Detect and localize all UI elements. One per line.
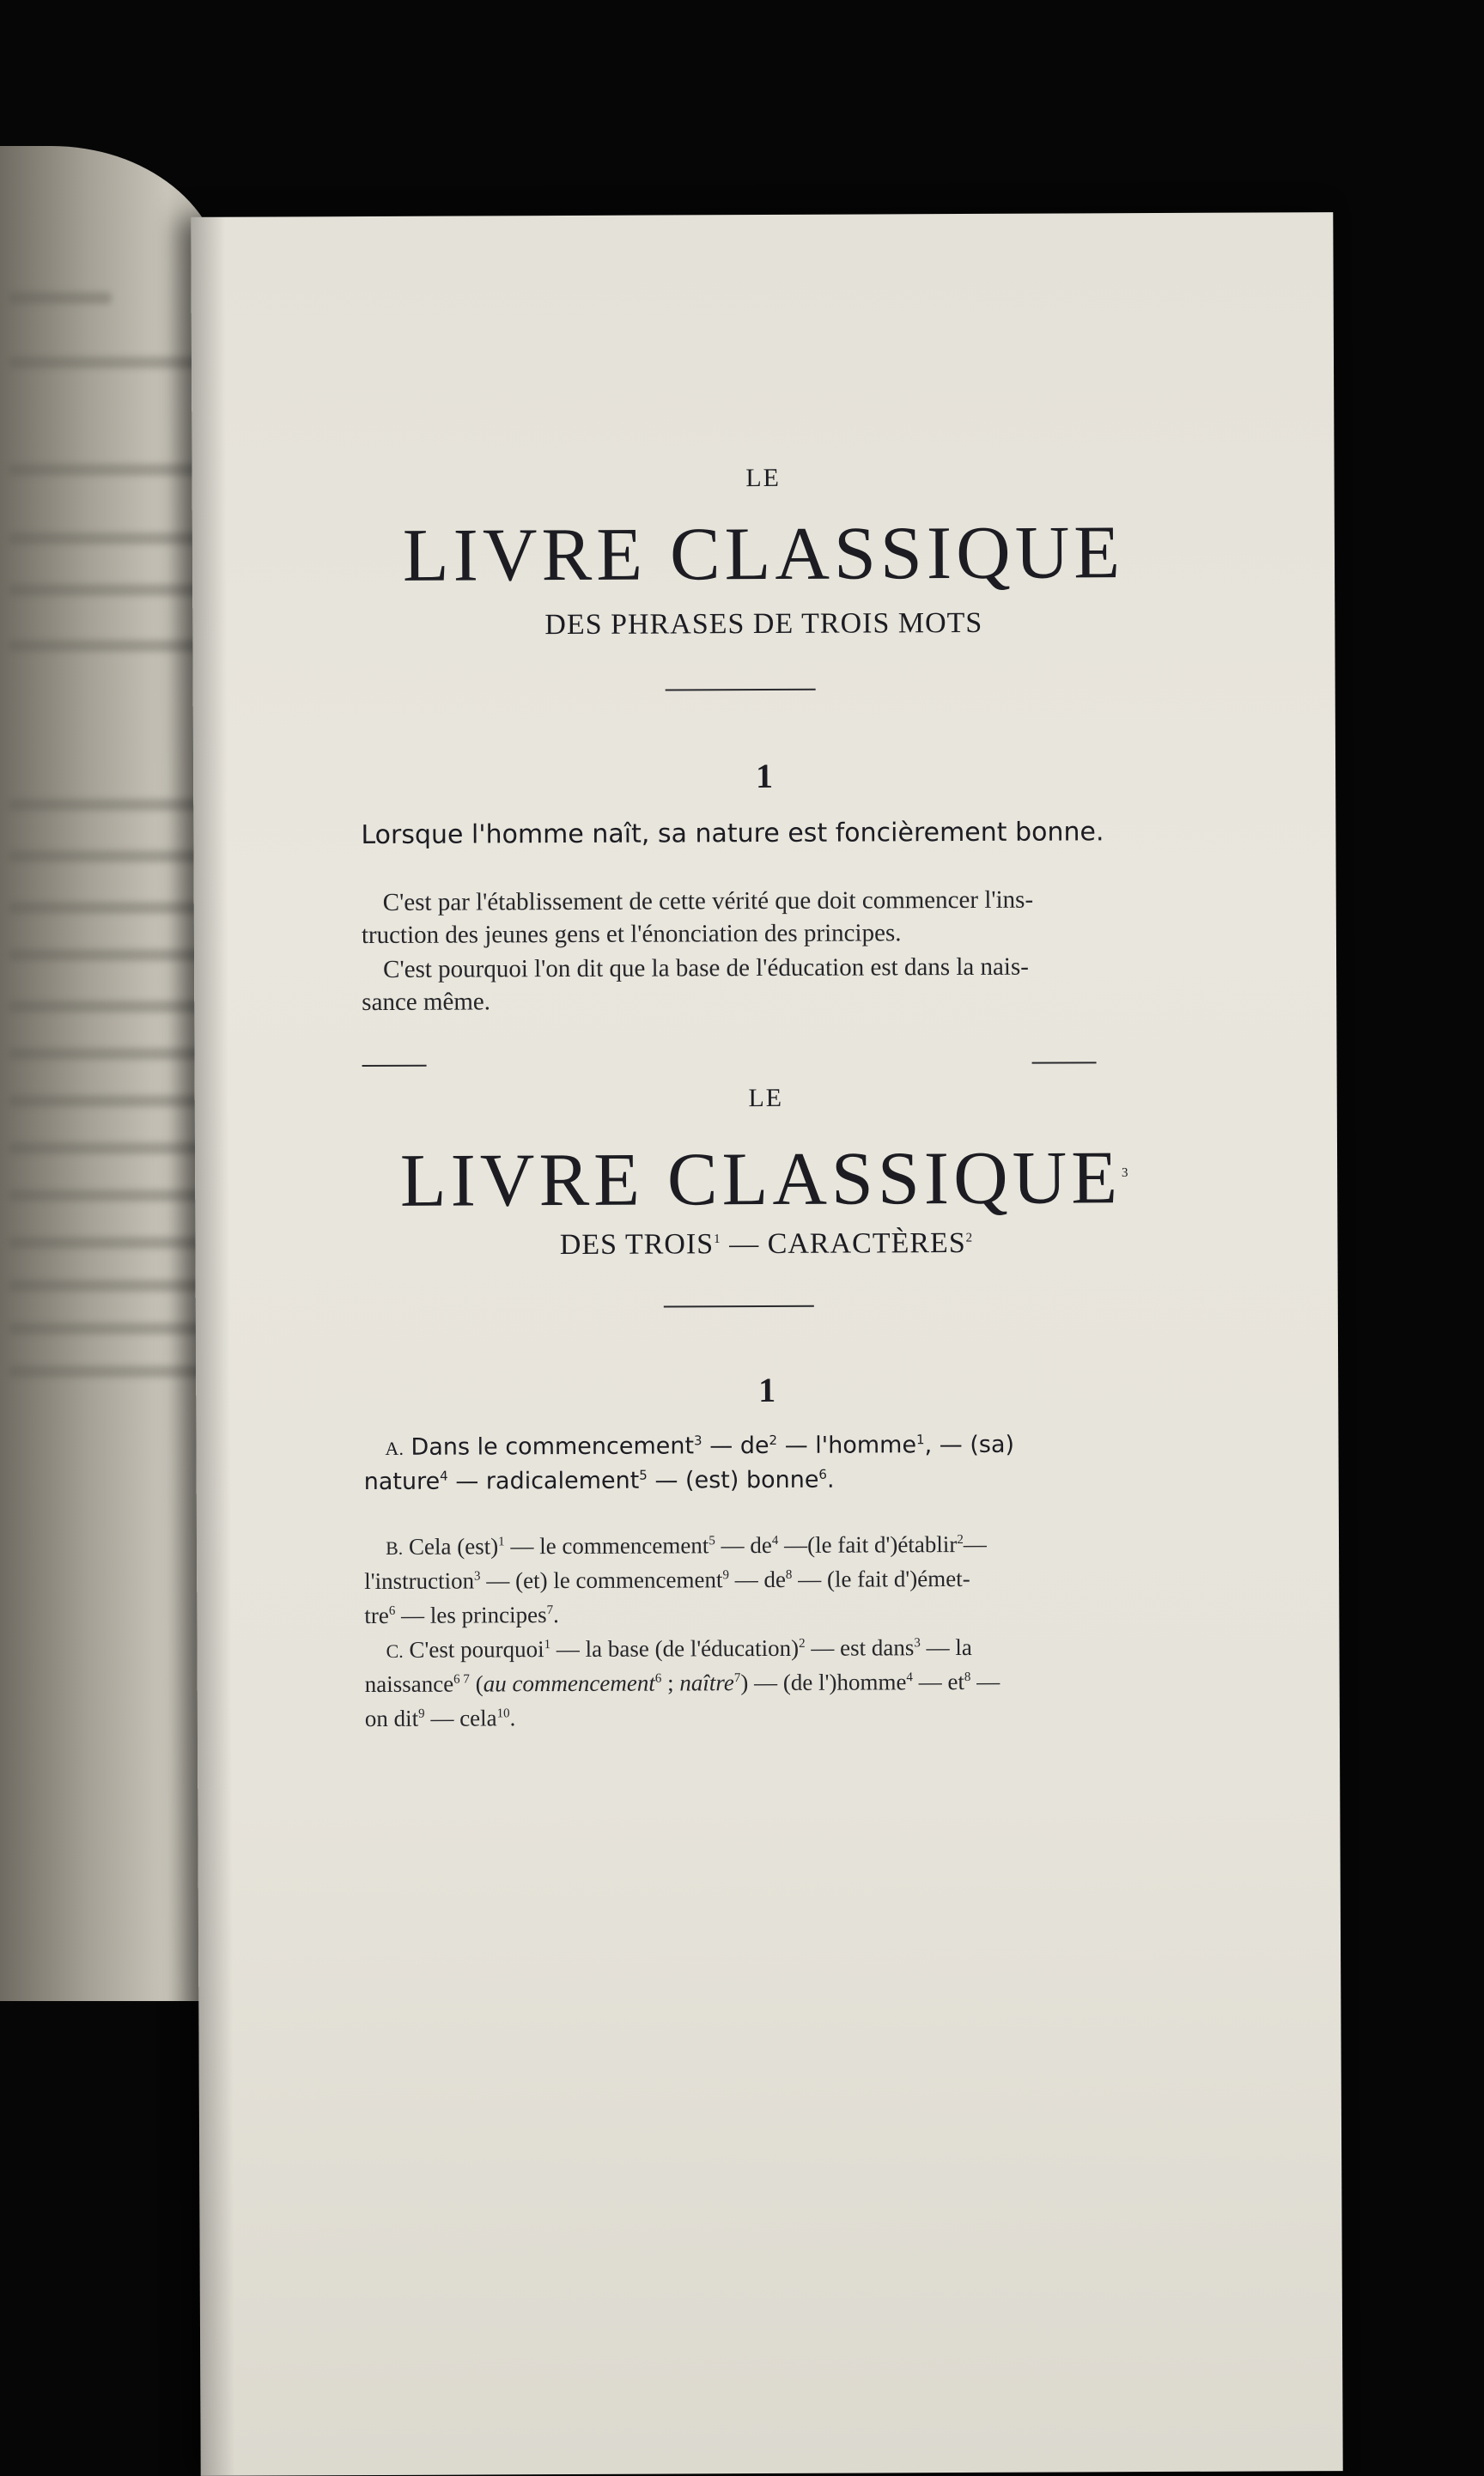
section1-le: LE <box>745 463 781 493</box>
section1-sentence: Lorsque l'homme naît, sa nature est foncièrement bonne. <box>361 817 1104 851</box>
section1-para1-line1: C'est par l'établissement de cette vérité que doit commencer l'ins- <box>382 885 1034 916</box>
para-c-line1: C. C'est pourquoi$^1$ — la base (de l'éducation)$^2$ — est dans$^3$ — la <box>386 1633 972 1663</box>
para-a-line2: nature$^4$ — radicalement$^5$ — (est) bonne$^6$. <box>363 1466 835 1496</box>
divider-right <box>1032 1062 1097 1063</box>
para-c-line2: naissance$^{6 7}$ (au commencement$^6$ ; naître$^7$) — (de l')homme$^4$ — $et^8$ — <box>364 1668 1000 1698</box>
divider-left <box>362 1065 427 1067</box>
section2-subtitle: DES TROIS$^1$ — CARACTÈRES$^2$ <box>559 1226 974 1262</box>
section1-para2-line1: C'est pourquoi l'on dit que la base de l'éducation est dans la nais- <box>383 952 1029 983</box>
title-note: 3 <box>1121 1165 1133 1180</box>
para-b-line3: tre$^6$ — les principes$^7$. <box>364 1602 559 1629</box>
section2-le: LE <box>748 1083 784 1113</box>
section1-rule <box>666 689 816 691</box>
section2-rule <box>664 1305 814 1308</box>
section1-subtitle: DES PHRASES DE TROIS MOTS <box>544 606 983 642</box>
para-b-line1: B. Cela (est)$^1$ — le commencement$^5$ — $de^4$ —(le fait d')établir$^2$— <box>385 1530 987 1560</box>
section2-number: 1 <box>758 1370 776 1410</box>
para-b-line2: l'instruction$^3$ — (et) le commencement$^9$ — $de^8$ — (le fait d')émet- <box>364 1565 970 1595</box>
section1-para2-line2: sance même. <box>362 988 491 1017</box>
facing-page <box>0 146 223 2001</box>
para-c-line3: on dit$^9$ — cela$^{10}$. <box>364 1705 516 1732</box>
section1-title: LIVRE CLASSIQUE <box>402 511 1125 598</box>
section1-para1-line2: truction des jeunes gens et l'énonciation des principes. <box>361 919 902 950</box>
section2-title: LIVRE CLASSIQUE$^3$ <box>399 1136 1133 1223</box>
section1-number: 1 <box>756 756 774 796</box>
book-page <box>191 212 1342 2476</box>
para-a-line1: A. Dans le commencement$^3$ — $de^2$ — l'homme$^1$, — (sa) <box>385 1431 1015 1461</box>
